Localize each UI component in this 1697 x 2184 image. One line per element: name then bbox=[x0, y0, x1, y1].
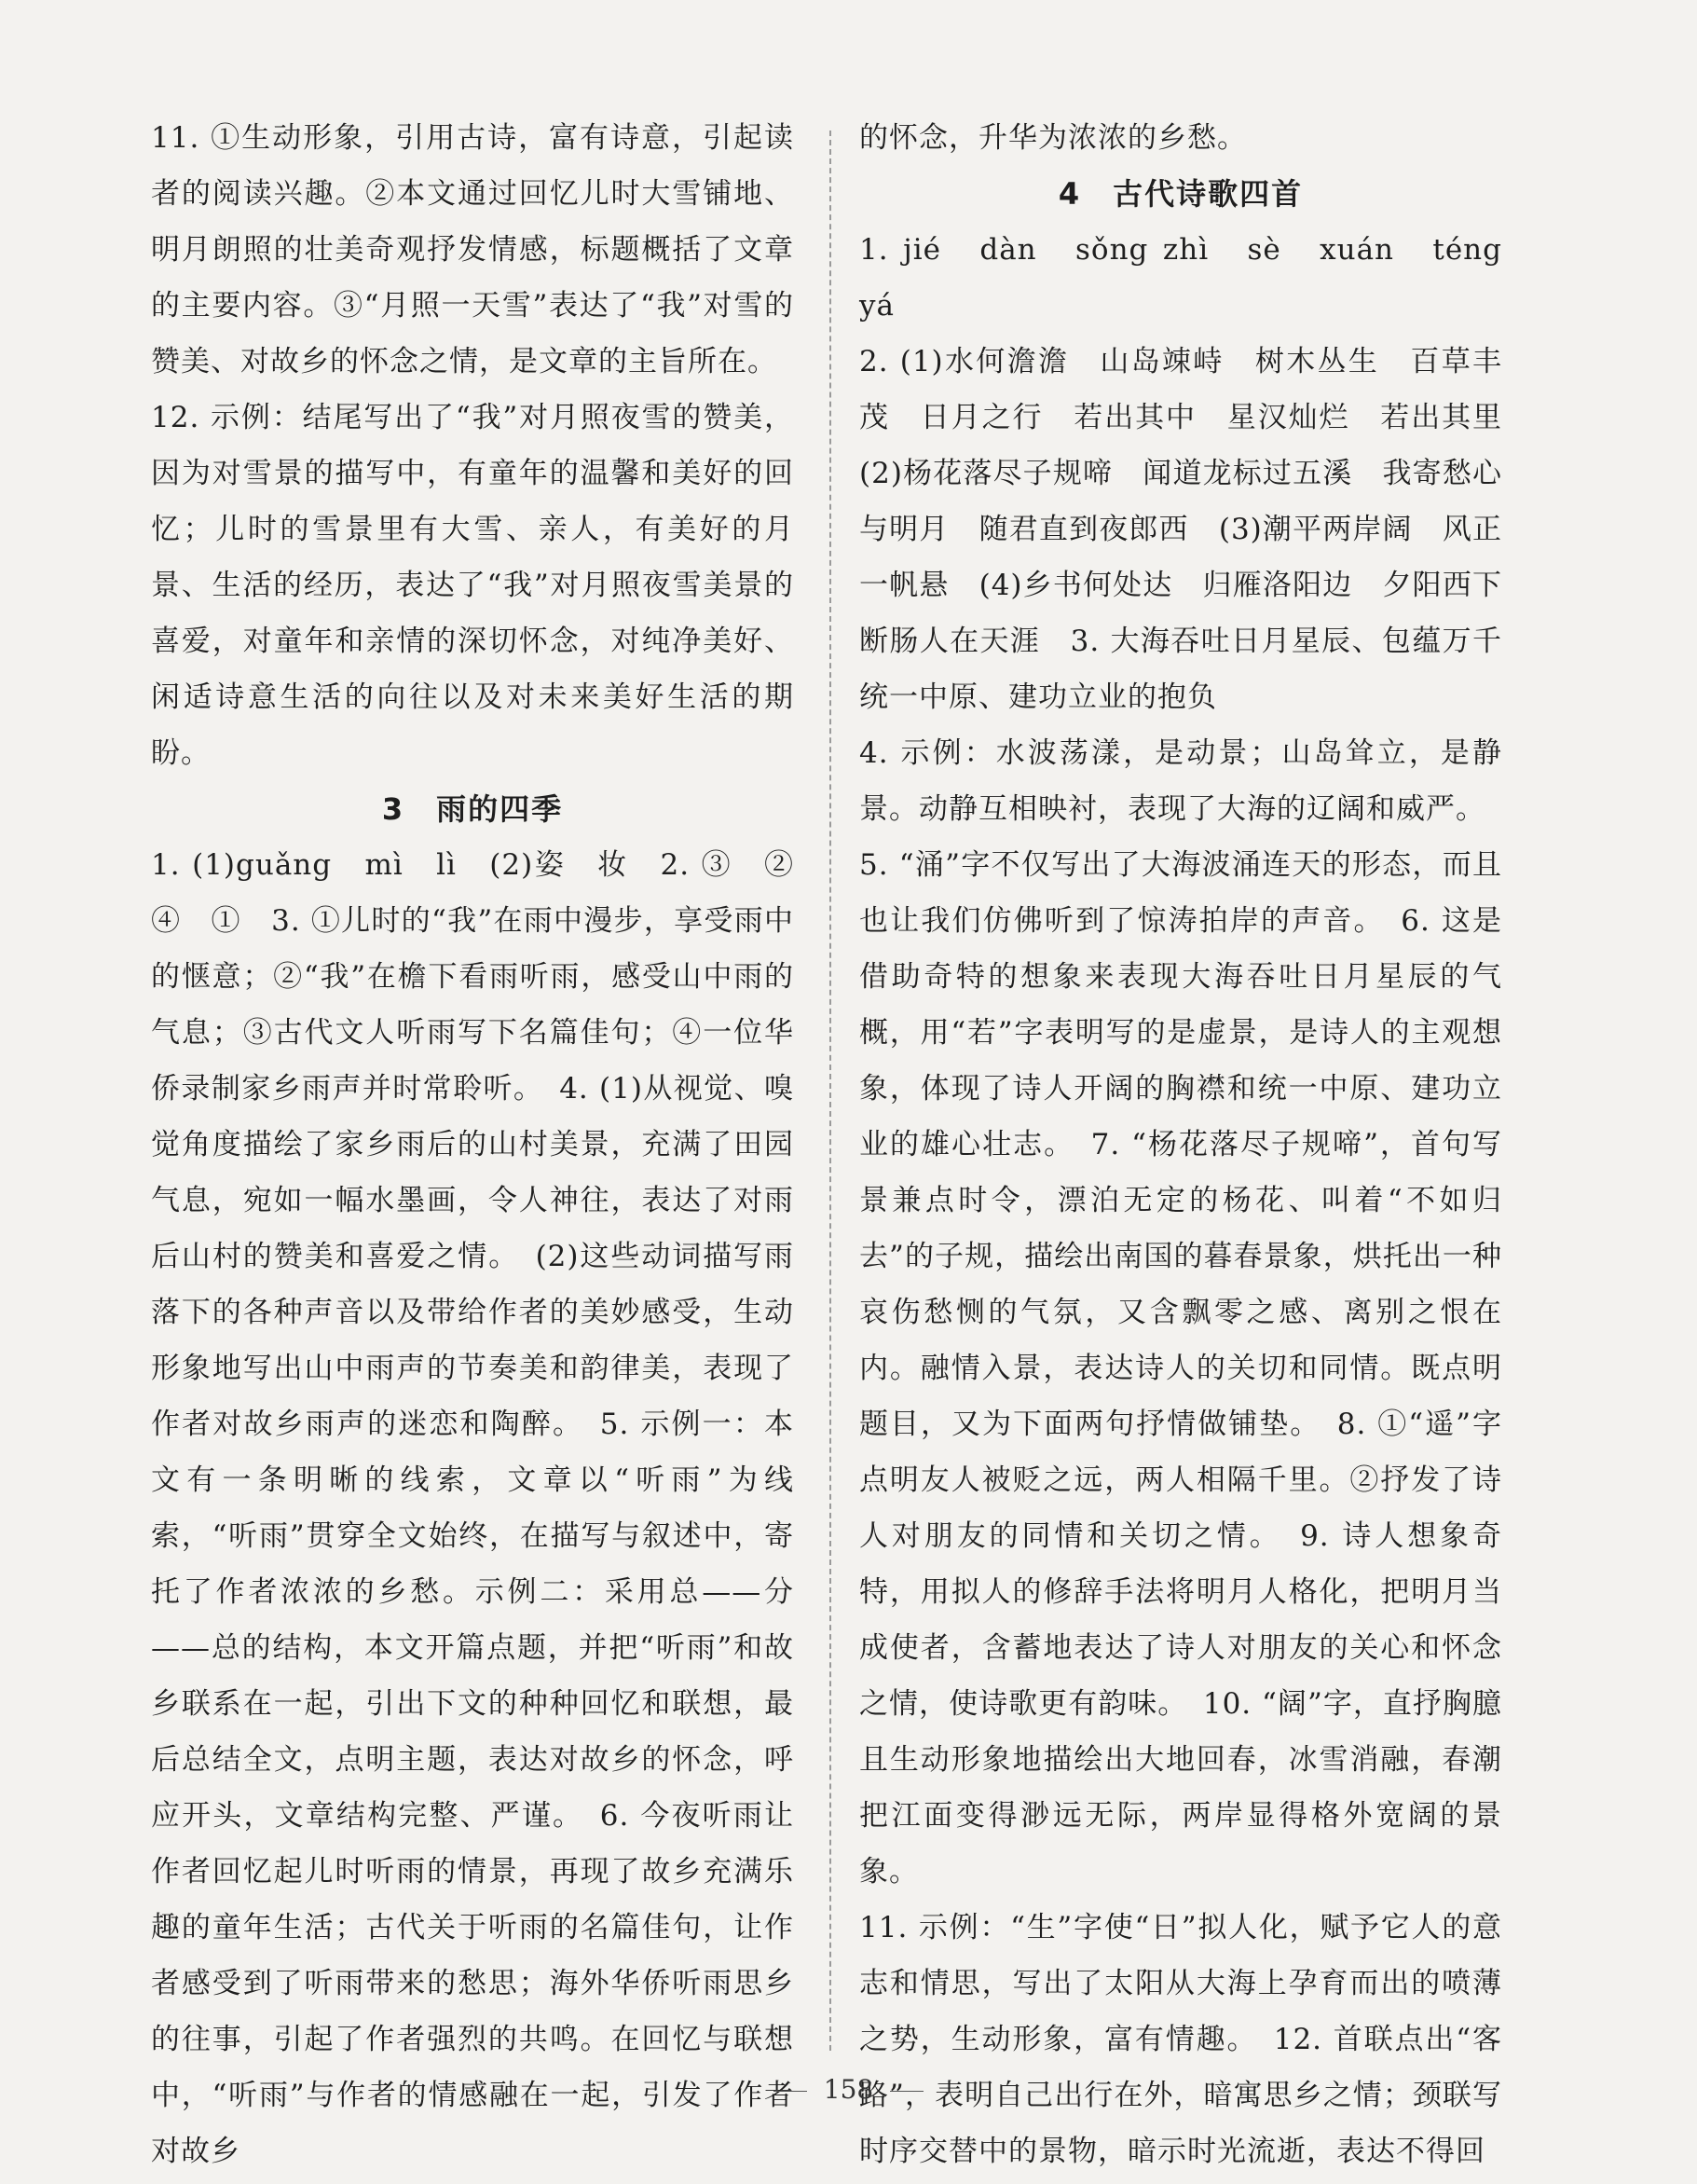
page-number: 158 bbox=[823, 2074, 874, 2105]
answer-paragraph: 11. 示例：“生”字使“日”拟人化，赋予它人的意志和情思，写出了太阳从大海上孕育而出的喷薄之势，生动形象，富有情趣。 12. 首联点出“客路”，表明自己出行在外，暗寓思乡之情；颈联写时序交替中的景物，暗示时光流逝，表达不得回 bbox=[859, 1911, 1502, 2168]
answer-paragraph: 4. 示例：水波荡漾，是动景；山岛耸立，是静景。动静互相映衬，表现了大海的辽阔和威严。 bbox=[859, 736, 1502, 826]
section-heading: 3 雨的四季 bbox=[381, 791, 564, 827]
answer-paragraph: 5. “涌”字不仅写出了大海波涌连天的形态，而且也让我们仿佛听到了惊涛拍岸的声音。 6. 这是借助奇特的想象来表现大海吞吐日月星辰的气概，用“若”字表明写的是虚景，是诗人的主观想象，体现了诗人开阔的胸襟和统一中原、建功立业的雄心壮志。 7. “杨花落尽子规啼”，首句写景兼点时令，漂泊无定的杨花、叫着“不如归去”的子规，描绘出南国的暮春景象，烘托出一种哀伤愁恻的气氛，又含飘零之感、离别之恨在内。融情入景，表达诗人的关切和同情。既点明题目，又为下面两句抒情做铺垫。 8. ①“遥”字点明友人被贬之远，两人相隔千里。②抒发了诗人对朋友的同情和关切之情。 9. 诗人想象奇特，用拟人的修辞手法将明月人格化，把明月当成使者，含蓄地表达了诗人对朋友的关心和怀念之情，使诗歌更有韵味。 10. “阔”字，直抒胸臆且生动形象地描绘出大地回春，冰雪消融，春潮把江面变得渺远无际，两岸显得格外宽阔的景象。 bbox=[859, 848, 1502, 1889]
answer-paragraph: 1. jié dàn sǒng zhì sè xuán téng yá bbox=[859, 233, 1532, 323]
answer-paragraph: 的怀念，升华为浓浓的乡愁。 bbox=[859, 121, 1247, 155]
dash-decoration bbox=[773, 2091, 807, 2092]
left-column bbox=[151, 110, 824, 2179]
right-column bbox=[859, 110, 1532, 2179]
page-number-footer bbox=[0, 2074, 1697, 2105]
answer-paragraph: 12. 示例：结尾写出了“我”对月照夜雪的赞美，因为对雪景的描写中，有童年的温馨和美好的回忆；儿时的雪景里有大雪、亲人，有美好的月景、生活的经历，表达了“我”对月照夜雪美景的喜爱，对童年和亲情的深切怀念，对纯净美好、闲适诗意生活的向往以及对未来美好生活的期盼。 bbox=[151, 401, 794, 770]
section-heading: 4 古代诗歌四首 bbox=[1058, 176, 1304, 212]
column-divider bbox=[829, 130, 831, 2051]
answer-paragraph: 11. ①生动形象，引用古诗，富有诗意，引起读者的阅读兴趣。②本文通过回忆儿时大雪铺地、明月朗照的壮美奇观抒发情感，标题概括了文章的主要内容。③“月照一天雪”表达了“我”对雪的赞美、对故乡的怀念之情，是文章的主旨所在。 bbox=[151, 121, 794, 378]
answer-paragraph: 1. (1)guǎng mì lì (2)姿 妆 2. ③ ② ④ ① 3. ①儿时的“我”在雨中漫步，享受雨中的惬意；②“我”在檐下看雨听雨，感受山中雨的气息；③古代文人听雨写下名篇佳句；④一位华侨录制家乡雨声并时常聆听。 4. (1)从视觉、嗅觉角度描绘了家乡雨后的山村美景，充满了田园气息，宛如一幅水墨画，令人神往，表达了对雨后山村的赞美和喜爱之情。 (2)这些动词描写雨落下的各种声音以及带给作者的美妙感受，生动形象地写出山中雨声的节奏美和韵律美，表现了作者对故乡雨声的迷恋和陶醉。 5. 示例一：本文有一条明晰的线索，文章以“听雨”为线索，“听雨”贯穿全文始终，在描写与叙述中，寄托了作者浓浓的乡愁。示例二：采用总——分——总的结构，本文开篇点题，并把“听雨”和故乡联系在一起，引出下文的种种回忆和联想，最后总结全文，点明主题，表达对故乡的怀念，呼应开头，文章结构完整、严谨。 6. 今夜听雨让作者回忆起儿时听雨的情景，再现了故乡充满乐趣的童年生活；古代关于听雨的名篇佳句，让作者感受到了听雨带来的愁思；海外华侨听雨思乡的往事，引起了作者强烈的共鸣。在回忆与联想中，“听雨”与作者的情感融在一起，引发了作者对故乡 bbox=[151, 848, 824, 2168]
answer-paragraph: 2. (1)水何澹澹 山岛竦峙 树木丛生 百草丰茂 日月之行 若出其中 星汉灿烂 若出其里 (2)杨花落尽子规啼 闻道龙标过五溪 我寄愁心与明月 随君直到夜郎西 (3)潮平两岸阔 风正一帆悬 (4)乡书何处达 归雁洛阳边 夕阳西下 断肠人在天涯 3. 大海吞吐日月星辰、包蕴万千 统一中原、建功立业的抱负 bbox=[859, 345, 1532, 714]
dash-decoration bbox=[890, 2091, 924, 2092]
